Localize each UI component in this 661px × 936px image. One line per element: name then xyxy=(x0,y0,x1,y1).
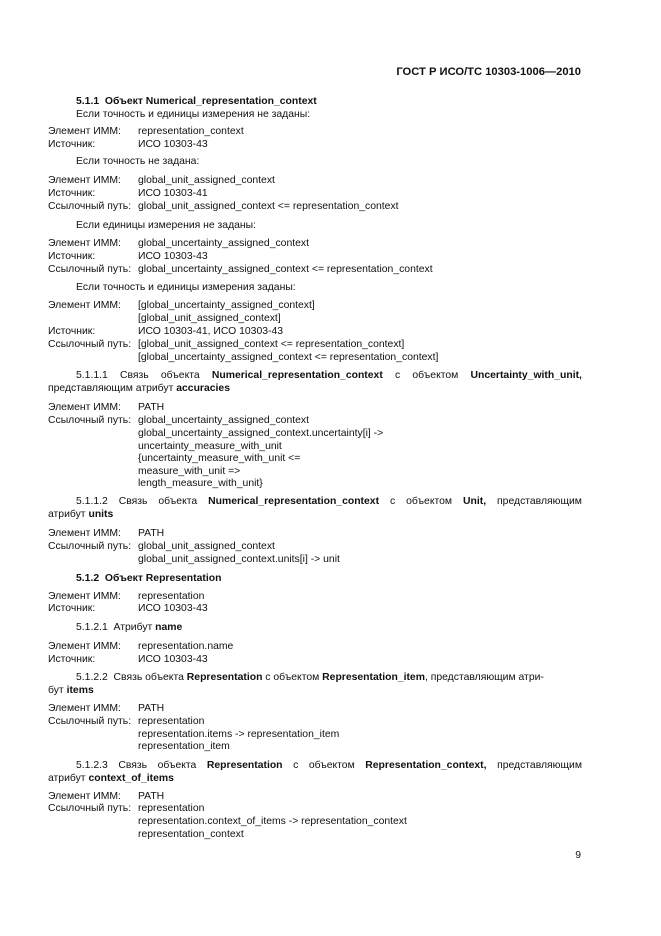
heading-word: Связь xyxy=(118,760,148,771)
entity-name: Representation_context, xyxy=(365,760,487,771)
ref-path-value: [global_uncertainty_assigned_context <= representation_context] xyxy=(138,352,439,363)
label-imm: Элемент ИММ: xyxy=(48,300,121,311)
label-source: Источник: xyxy=(48,603,96,614)
attribute-name: units xyxy=(88,509,114,520)
subsection-heading-5-1-2-3 xyxy=(48,759,582,785)
heading-word: 5.1.2.1 Атрибут xyxy=(76,622,156,633)
ref-path-value: length_measure_with_unit} xyxy=(138,478,263,489)
label-source: Источник: xyxy=(48,251,96,262)
condition-text: Если точность и единицы измерения заданы: xyxy=(76,282,296,293)
subsection-heading-cont xyxy=(48,684,94,697)
ref-path-value: [global_unit_assigned_context <= representation_context] xyxy=(138,339,405,350)
label-imm: Элемент ИММ: xyxy=(48,175,121,186)
source-value: ИСО 10303-41, ИСО 10303-43 xyxy=(138,326,284,337)
imm-value: representation_context xyxy=(138,126,244,137)
attribute-name: context_of_items xyxy=(88,773,174,784)
heading-word: , представляющим атри- xyxy=(424,672,544,683)
subsection-heading-5-1-2-2 xyxy=(76,671,544,684)
section-heading-5-1-2 xyxy=(76,572,221,585)
label-source: Источник: xyxy=(48,326,96,337)
condition-text: Если точность не задана: xyxy=(76,156,200,167)
heading-word: объектом xyxy=(412,370,459,381)
heading-word: с объектом xyxy=(262,672,323,683)
heading-word: с xyxy=(390,496,396,507)
label-ref-path: Ссылочный путь: xyxy=(48,541,132,552)
label-imm: Элемент ИММ: xyxy=(48,528,121,539)
entity-name: Representation xyxy=(186,672,263,683)
heading-word: объекта xyxy=(157,760,197,771)
ref-path-value: global_unit_assigned_context xyxy=(138,541,275,552)
entity-name: Representation_item xyxy=(322,672,425,683)
heading-word: атрибут xyxy=(48,773,89,784)
heading-word: представляющим xyxy=(497,760,582,771)
heading-word: с xyxy=(395,370,401,381)
label-source: Источник: xyxy=(48,654,96,665)
subsection-heading-5-1-1-1 xyxy=(48,369,582,395)
source-value: ИСО 10303-41 xyxy=(138,188,208,199)
heading-word: объектом xyxy=(308,760,355,771)
label-imm: Элемент ИММ: xyxy=(48,591,121,602)
source-value: ИСО 10303-43 xyxy=(138,251,208,262)
attribute-name: items xyxy=(66,685,94,696)
subsection-heading-5-1-2-1 xyxy=(76,621,182,634)
page-number: 9 xyxy=(575,850,581,861)
ref-path-value: global_uncertainty_assigned_context.uncertainty[i] -> xyxy=(138,428,384,439)
label-ref-path: Ссылочный путь: xyxy=(48,415,132,426)
entity-name: Unit, xyxy=(463,496,487,507)
label-imm: Элемент ИММ: xyxy=(48,126,121,137)
imm-value: representation.name xyxy=(138,641,234,652)
ref-path-value: representation.context_of_items -> representation_context xyxy=(138,816,407,827)
ref-path-value: representation_context xyxy=(138,829,244,840)
subsection-heading-5-1-1-2 xyxy=(48,495,582,521)
heading-word: Связь xyxy=(119,370,149,381)
condition-text: Если единицы измерения не заданы: xyxy=(76,220,257,231)
attribute-name: name xyxy=(155,622,183,633)
imm-value: PATH xyxy=(138,703,165,714)
imm-value: [global_unit_assigned_context] xyxy=(138,313,281,324)
label-imm: Элемент ИММ: xyxy=(48,402,121,413)
ref-path-value: uncertainty_measure_with_unit xyxy=(138,441,282,452)
label-ref-path: Ссылочный путь: xyxy=(48,264,132,275)
heading-word: представляющим xyxy=(497,496,582,507)
ref-path-value: global_unit_assigned_context.units[i] -> unit xyxy=(138,554,340,565)
heading-word: объекта xyxy=(160,370,200,381)
source-value: ИСО 10303-43 xyxy=(138,603,208,614)
imm-value: PATH xyxy=(138,528,165,539)
ref-path-value: {uncertainty_measure_with_unit <= xyxy=(138,453,301,464)
imm-value: PATH xyxy=(138,791,165,802)
heading-word: объектом xyxy=(406,496,453,507)
entity-name: Representation xyxy=(206,760,283,771)
ref-path-value: global_uncertainty_assigned_context <= representation_context xyxy=(138,264,433,275)
ref-path-value: global_unit_assigned_context <= representation_context xyxy=(138,201,399,212)
entity-name: Uncertainty_with_unit, xyxy=(470,370,582,381)
section-title: Объект Numerical_representation_context xyxy=(104,96,317,107)
section-number: 5.1.1.2 xyxy=(76,496,108,507)
ref-path-value: representation xyxy=(138,803,205,814)
label-ref-path: Ссылочный путь: xyxy=(48,716,132,727)
label-ref-path: Ссылочный путь: xyxy=(48,803,132,814)
document-header: ГОСТ Р ИСО/ТС 10303-1006—2010 xyxy=(396,66,581,78)
heading-word: объекта xyxy=(158,496,198,507)
heading-word: с xyxy=(293,760,299,771)
ref-path-value: global_uncertainty_assigned_context xyxy=(138,415,309,426)
imm-value: [global_uncertainty_assigned_context] xyxy=(138,300,315,311)
label-source: Источник: xyxy=(48,139,96,150)
source-value: ИСО 10303-43 xyxy=(138,139,208,150)
label-imm: Элемент ИММ: xyxy=(48,791,121,802)
ref-path-value: representation xyxy=(138,716,205,727)
heading-word: бут xyxy=(48,685,67,696)
source-value: ИСО 10303-43 xyxy=(138,654,208,665)
entity-name: Numerical_representation_context xyxy=(211,370,383,381)
ref-path-value: representation.items -> representation_item xyxy=(138,729,340,740)
section-heading-5-1-1 xyxy=(76,95,317,108)
label-imm: Элемент ИММ: xyxy=(48,238,121,249)
ref-path-value: representation_item xyxy=(138,741,230,752)
section-number: 5.1.1.1 xyxy=(76,370,108,381)
label-ref-path: Ссылочный путь: xyxy=(48,201,132,212)
heading-word: 5.1.2.2 Связь объекта xyxy=(76,672,187,683)
condition-text: Если точность и единицы измерения не заданы: xyxy=(76,109,311,120)
imm-value: global_uncertainty_assigned_context xyxy=(138,238,309,249)
section-number: 5.1.1 xyxy=(76,96,100,107)
heading-word: представляющим атрибут xyxy=(48,383,177,394)
label-ref-path: Ссылочный путь: xyxy=(48,339,132,350)
section-number: 5.1.2.3 xyxy=(76,760,108,771)
imm-value: global_unit_assigned_context xyxy=(138,175,275,186)
entity-name: Numerical_representation_context xyxy=(208,496,380,507)
section-number: 5.1.2 xyxy=(76,573,100,584)
label-source: Источник: xyxy=(48,188,96,199)
label-imm: Элемент ИММ: xyxy=(48,641,121,652)
ref-path-value: measure_with_unit => xyxy=(138,466,241,477)
imm-value: representation xyxy=(138,591,205,602)
attribute-name: accuracies xyxy=(176,383,230,394)
label-imm: Элемент ИММ: xyxy=(48,703,121,714)
heading-word: Связь xyxy=(118,496,148,507)
heading-word: атрибут xyxy=(48,509,89,520)
section-title: Объект Representation xyxy=(104,573,222,584)
imm-value: PATH xyxy=(138,402,165,413)
